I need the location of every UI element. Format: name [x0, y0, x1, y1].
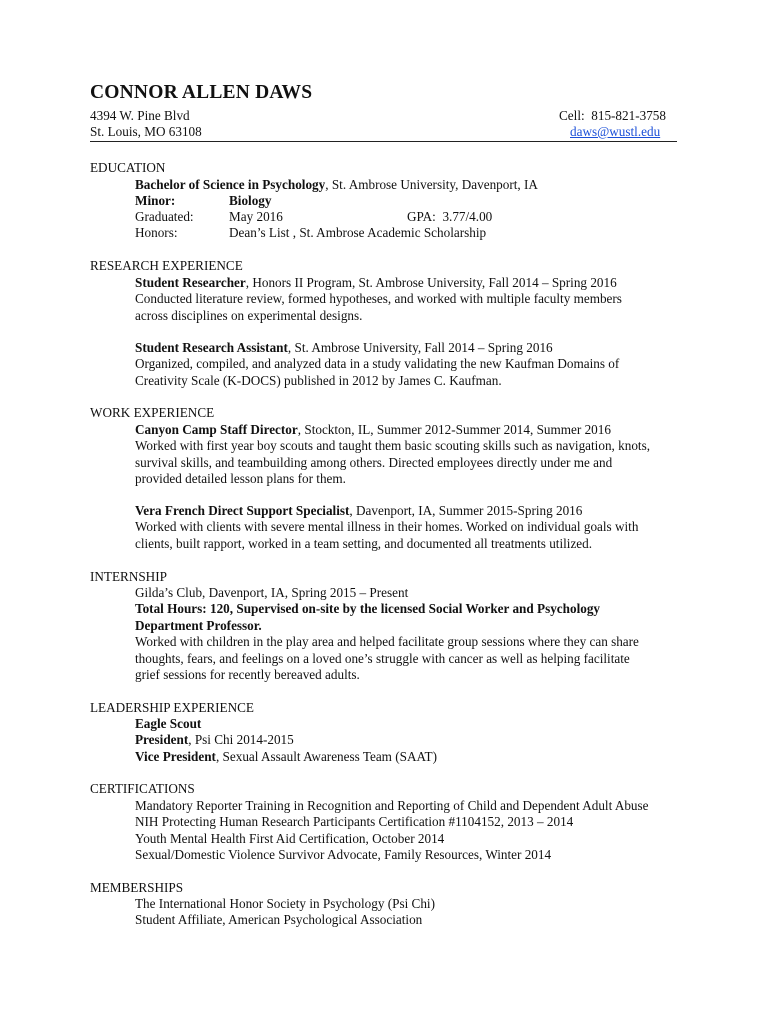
research-description: Organized, compiled, and analyzed data in a study validating the new Kaufman Domains of	[135, 356, 620, 372]
internship-hours-cont: Department Professor.	[135, 617, 262, 633]
work-entry-2	[135, 503, 680, 552]
honors-label: Honors:	[135, 225, 178, 240]
leadership-item	[135, 732, 680, 748]
research-details: , St. Ambrose University, Fall 2014 – Spring 2016	[287, 340, 553, 355]
work-title: Canyon Camp Staff Director	[135, 422, 298, 437]
internship-description: thoughts, fears, and feelings on a loved one’s struggle with cancer as well as helping facilitate	[135, 650, 630, 666]
minor-value: Biology	[229, 193, 272, 208]
address-line-1: 4394 W. Pine Blvd	[90, 108, 190, 123]
certification-item: Sexual/Domestic Violence Survivor Advocate, Family Resources, Winter 2014	[135, 847, 552, 863]
leadership-role: Vice President	[135, 748, 216, 764]
leadership-detail: , Sexual Assault Awareness Team (SAAT)	[215, 748, 437, 764]
research-entry-1	[135, 275, 680, 324]
leadership-role: Eagle Scout	[135, 716, 202, 731]
work-details: , Stockton, IL, Summer 2012-Summer 2014, Summer 2016	[297, 422, 611, 437]
internship-entry	[135, 585, 680, 683]
research-details: , Honors II Program, St. Ambrose University, Fall 2014 – Spring 2016	[245, 275, 617, 290]
work-description: clients, built rapport, worked in a team setting, and documented all treatments utilized.	[135, 535, 593, 551]
honors-value: Dean’s List , St. Ambrose Academic Scholarship	[229, 225, 487, 240]
certification-item: Youth Mental Health First Aid Certification, October 2014	[135, 830, 445, 846]
work-description: Worked with clients with severe mental illness in their homes. Worked on individual goals with	[135, 519, 639, 535]
certification-item: Mandatory Reporter Training in Recognition and Reporting of Child and Dependent Adult Abuse	[135, 798, 649, 813]
work-description: provided detailed lesson plans for them.	[135, 471, 346, 487]
research-title: Student Research Assistant	[135, 340, 288, 355]
work-description: survival skills, and teambuilding among others. Directed employees directly under me and	[135, 454, 613, 470]
gpa	[407, 209, 492, 225]
email-link[interactable]: daws@wustl.edu	[570, 124, 661, 139]
work-description: Worked with first year boy scouts and taught them basic scouting skills such as navigation, knots,	[135, 438, 651, 454]
gpa-value: 3.77/4.00	[442, 209, 493, 224]
work-title: Vera French Direct Support Specialist	[135, 503, 350, 518]
minor-label: Minor:	[135, 193, 176, 208]
header-divider	[90, 141, 677, 142]
work-details: , Davenport, IA, Summer 2015-Spring 2016	[349, 503, 583, 518]
degree-title: Bachelor of Science in Psychology	[135, 177, 326, 192]
internship-place: Gilda’s Club, Davenport, IA, Spring 2015 – Present	[135, 585, 409, 600]
memberships-heading: MEMBERSHIPS	[90, 880, 184, 895]
membership-item: Student Affiliate, American Psychological Association	[135, 912, 423, 928]
research-title: Student Researcher	[135, 275, 246, 290]
degree-school: , St. Ambrose University, Davenport, IA	[325, 177, 538, 192]
candidate-name: CONNOR ALLEN DAWS	[90, 82, 313, 103]
leadership-role: President	[135, 732, 189, 748]
internship-description: Worked with children in the play area and helped facilitate group sessions where they can share	[135, 634, 639, 650]
leadership-heading: LEADERSHIP EXPERIENCE	[90, 700, 254, 715]
leadership-item	[135, 749, 680, 765]
research-heading: RESEARCH EXPERIENCE	[90, 258, 243, 273]
cell-phone	[559, 108, 666, 124]
cell-label: Cell:	[559, 108, 585, 123]
internship-description: grief sessions for recently bereaved adults.	[135, 667, 360, 683]
leadership-detail: , Psi Chi 2014-2015	[188, 732, 294, 748]
certifications-list	[135, 798, 680, 864]
degree	[135, 177, 538, 193]
graduated-value: May 2016	[229, 209, 283, 224]
leadership-list	[135, 716, 680, 765]
education-heading: EDUCATION	[90, 160, 166, 175]
leadership-item	[135, 716, 680, 732]
research-entry-2	[135, 340, 680, 389]
research-description: Conducted literature review, formed hypotheses, and worked with multiple faculty members	[135, 291, 622, 307]
research-description: Creativity Scale (K-DOCS) published in 2012 by James C. Kaufman.	[135, 372, 502, 388]
graduated-label: Graduated:	[135, 209, 194, 224]
memberships-list	[135, 896, 680, 929]
research-description: across disciplines on experimental designs.	[135, 307, 363, 323]
cell-number: 815-821-3758	[591, 108, 666, 123]
work-entry-1	[135, 422, 680, 488]
address-line-2: St. Louis, MO 63108	[90, 124, 202, 139]
membership-item: The International Honor Society in Psychology (Psi Chi)	[135, 896, 435, 911]
internship-hours: Total Hours: 120, Supervised on-site by the licensed Social Worker and Psychology	[135, 601, 601, 617]
gpa-label: GPA:	[407, 209, 436, 224]
certification-item: NIH Protecting Human Research Participants Certification #1104152, 2013 – 2014	[135, 814, 574, 830]
work-heading: WORK EXPERIENCE	[90, 405, 215, 420]
internship-heading: INTERNSHIP	[90, 569, 167, 584]
certifications-heading: CERTIFICATIONS	[90, 781, 195, 796]
